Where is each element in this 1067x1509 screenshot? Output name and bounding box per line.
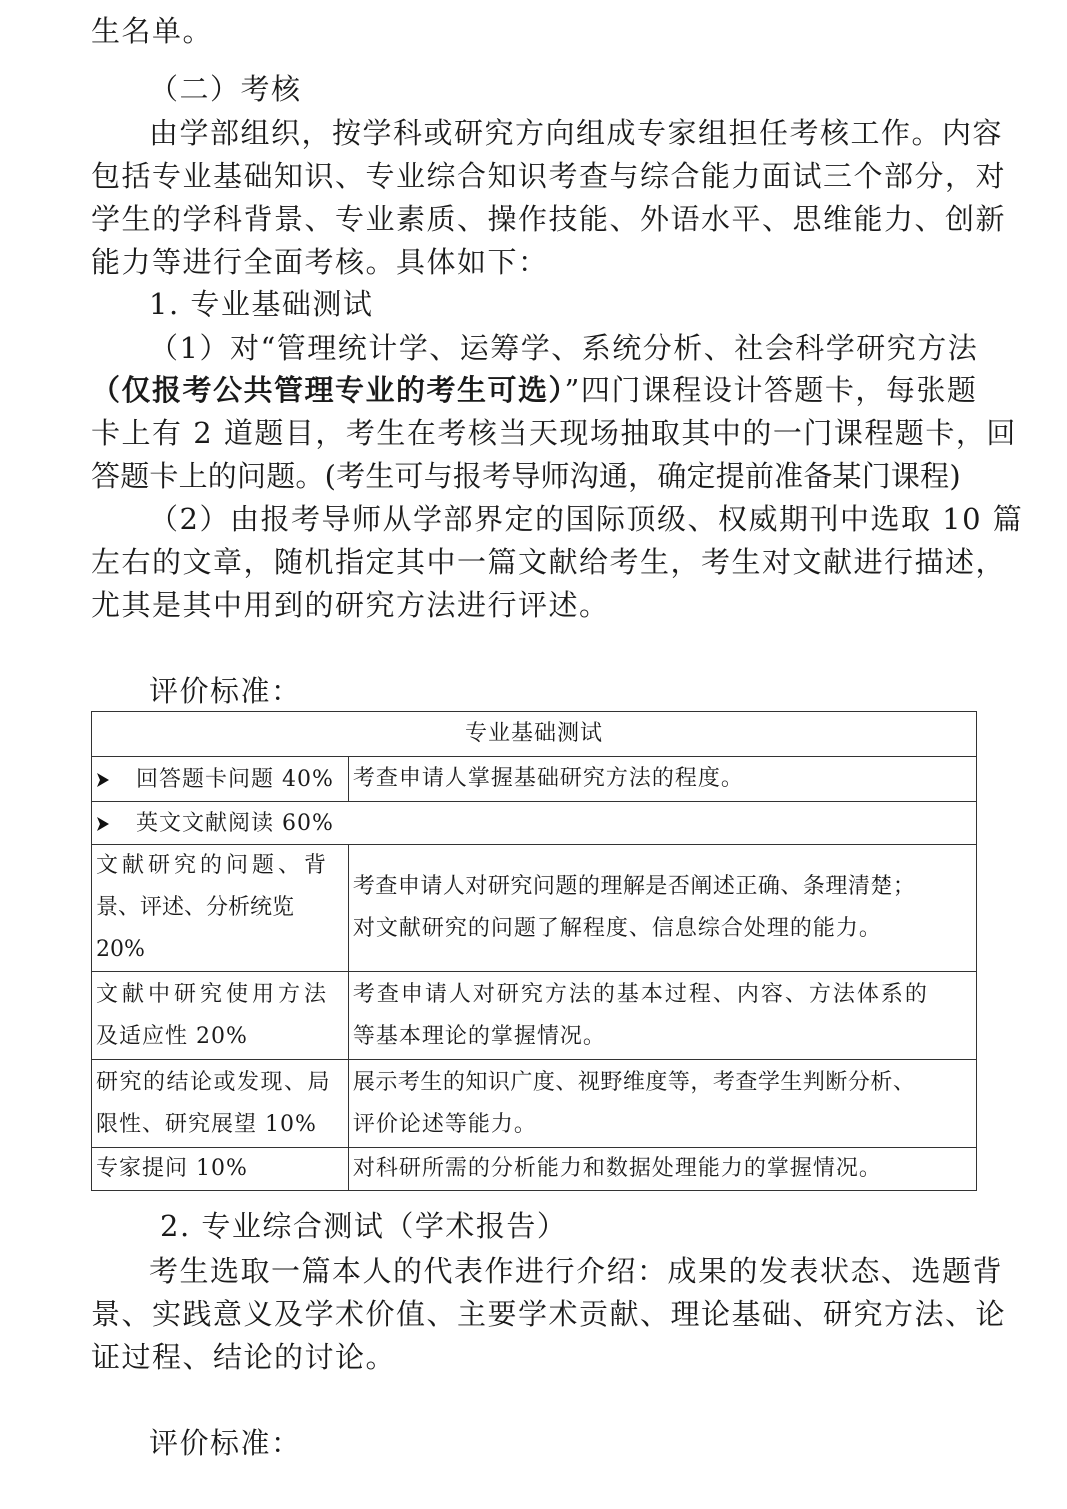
bold-note: （仅报考公共管理专业的考生可选）	[91, 373, 565, 407]
table-header: 专业基础测试	[92, 712, 977, 757]
table-cell-description: 考查申请人对研究问题的理解是否阐述正确、条理清楚； 对文献研究的问题了解程度、信息综合处理的能力。	[348, 845, 976, 972]
table-cell-criterion: 英文文献阅读 60%	[92, 802, 977, 845]
paragraph-line: 尤其是其中用到的研究方法进行评述。	[91, 588, 610, 622]
paragraph-line: 能力等进行全面考核。具体如下：	[91, 245, 549, 279]
table-row	[92, 802, 977, 845]
table-cell-description: 展示考生的知识广度、视野维度等，考查学生判断分析、 评价论述等能力。	[348, 1060, 976, 1148]
table-row	[92, 1148, 977, 1191]
subsection-heading: 1. 专业基础测试	[149, 287, 374, 321]
table-cell-criterion: 文献研究的问题、背 景、评述、分析统览 20%	[92, 845, 349, 972]
paragraph-line: 左右的文章，随机指定其中一篇文献给考生，考生对文献进行描述，	[91, 545, 1007, 579]
paragraph-line	[91, 369, 977, 411]
table-row	[92, 757, 977, 802]
table-cell-description: 考查申请人对研究方法的基本过程、内容、方法体系的 等基本理论的掌握情况。	[348, 972, 976, 1060]
paragraph-line: 生名单。	[91, 14, 214, 48]
arrowhead-bullet-icon	[96, 759, 136, 799]
paragraph-text: ”四门课程设计答题卡，每张题	[564, 373, 978, 407]
criteria-label: 评价标准：	[149, 1426, 302, 1460]
paragraph-line: 答题卡上的问题。(考生可与报考导师沟通，确定提前准备某门课程)	[91, 459, 961, 493]
paragraph-line: 考生选取一篇本人的代表作进行介绍：成果的发表状态、选题背	[149, 1254, 1004, 1288]
table-cell-criterion: 回答题卡问题 40%	[92, 757, 349, 802]
paragraph-line: （1）对“管理统计学、运筹学、系统分析、社会科学研究方法	[149, 331, 979, 365]
table-cell-criterion: 研究的结论或发现、局 限性、研究展望 10%	[92, 1060, 349, 1148]
paragraph-line: 包括专业基础知识、专业综合知识考查与综合能力面试三个部分，对	[91, 159, 1007, 193]
paragraph-line: （2）由报考导师从学部界定的国际顶级、权威期刊中选取 10 篇	[149, 502, 1024, 536]
paragraph-line: 卡上有 2 道题目，考生在考核当天现场抽取其中的一门课程题卡，回	[91, 416, 1017, 450]
evaluation-table	[91, 711, 977, 1191]
table-header-row	[92, 712, 977, 757]
table-cell-description: 考查申请人掌握基础研究方法的程度。	[348, 757, 976, 802]
table-row	[92, 972, 977, 1060]
criteria-label: 评价标准：	[149, 674, 302, 708]
table-cell-criterion: 专家提问 10%	[92, 1148, 349, 1191]
paragraph-line: 学生的学科背景、专业素质、操作技能、外语水平、思维能力、创新	[91, 202, 1007, 236]
table-cell-description: 对科研所需的分析能力和数据处理能力的掌握情况。	[348, 1148, 976, 1191]
paragraph-line: 由学部组织，按学科或研究方向组成专家组担任考核工作。内容	[149, 116, 1004, 150]
table-cell-criterion: 文献中研究使用方法 及适应性 20%	[92, 972, 349, 1060]
arrowhead-bullet-icon	[96, 803, 136, 843]
subsection-heading: 2. 专业综合测试（学术报告）	[160, 1209, 568, 1243]
table-row	[92, 1060, 977, 1148]
section-heading: （二）考核	[149, 72, 302, 106]
paragraph-line: 景、实践意义及学术价值、主要学术贡献、理论基础、研究方法、论	[91, 1297, 1007, 1331]
table-row	[92, 845, 977, 972]
paragraph-line: 证过程、结论的讨论。	[91, 1340, 397, 1374]
